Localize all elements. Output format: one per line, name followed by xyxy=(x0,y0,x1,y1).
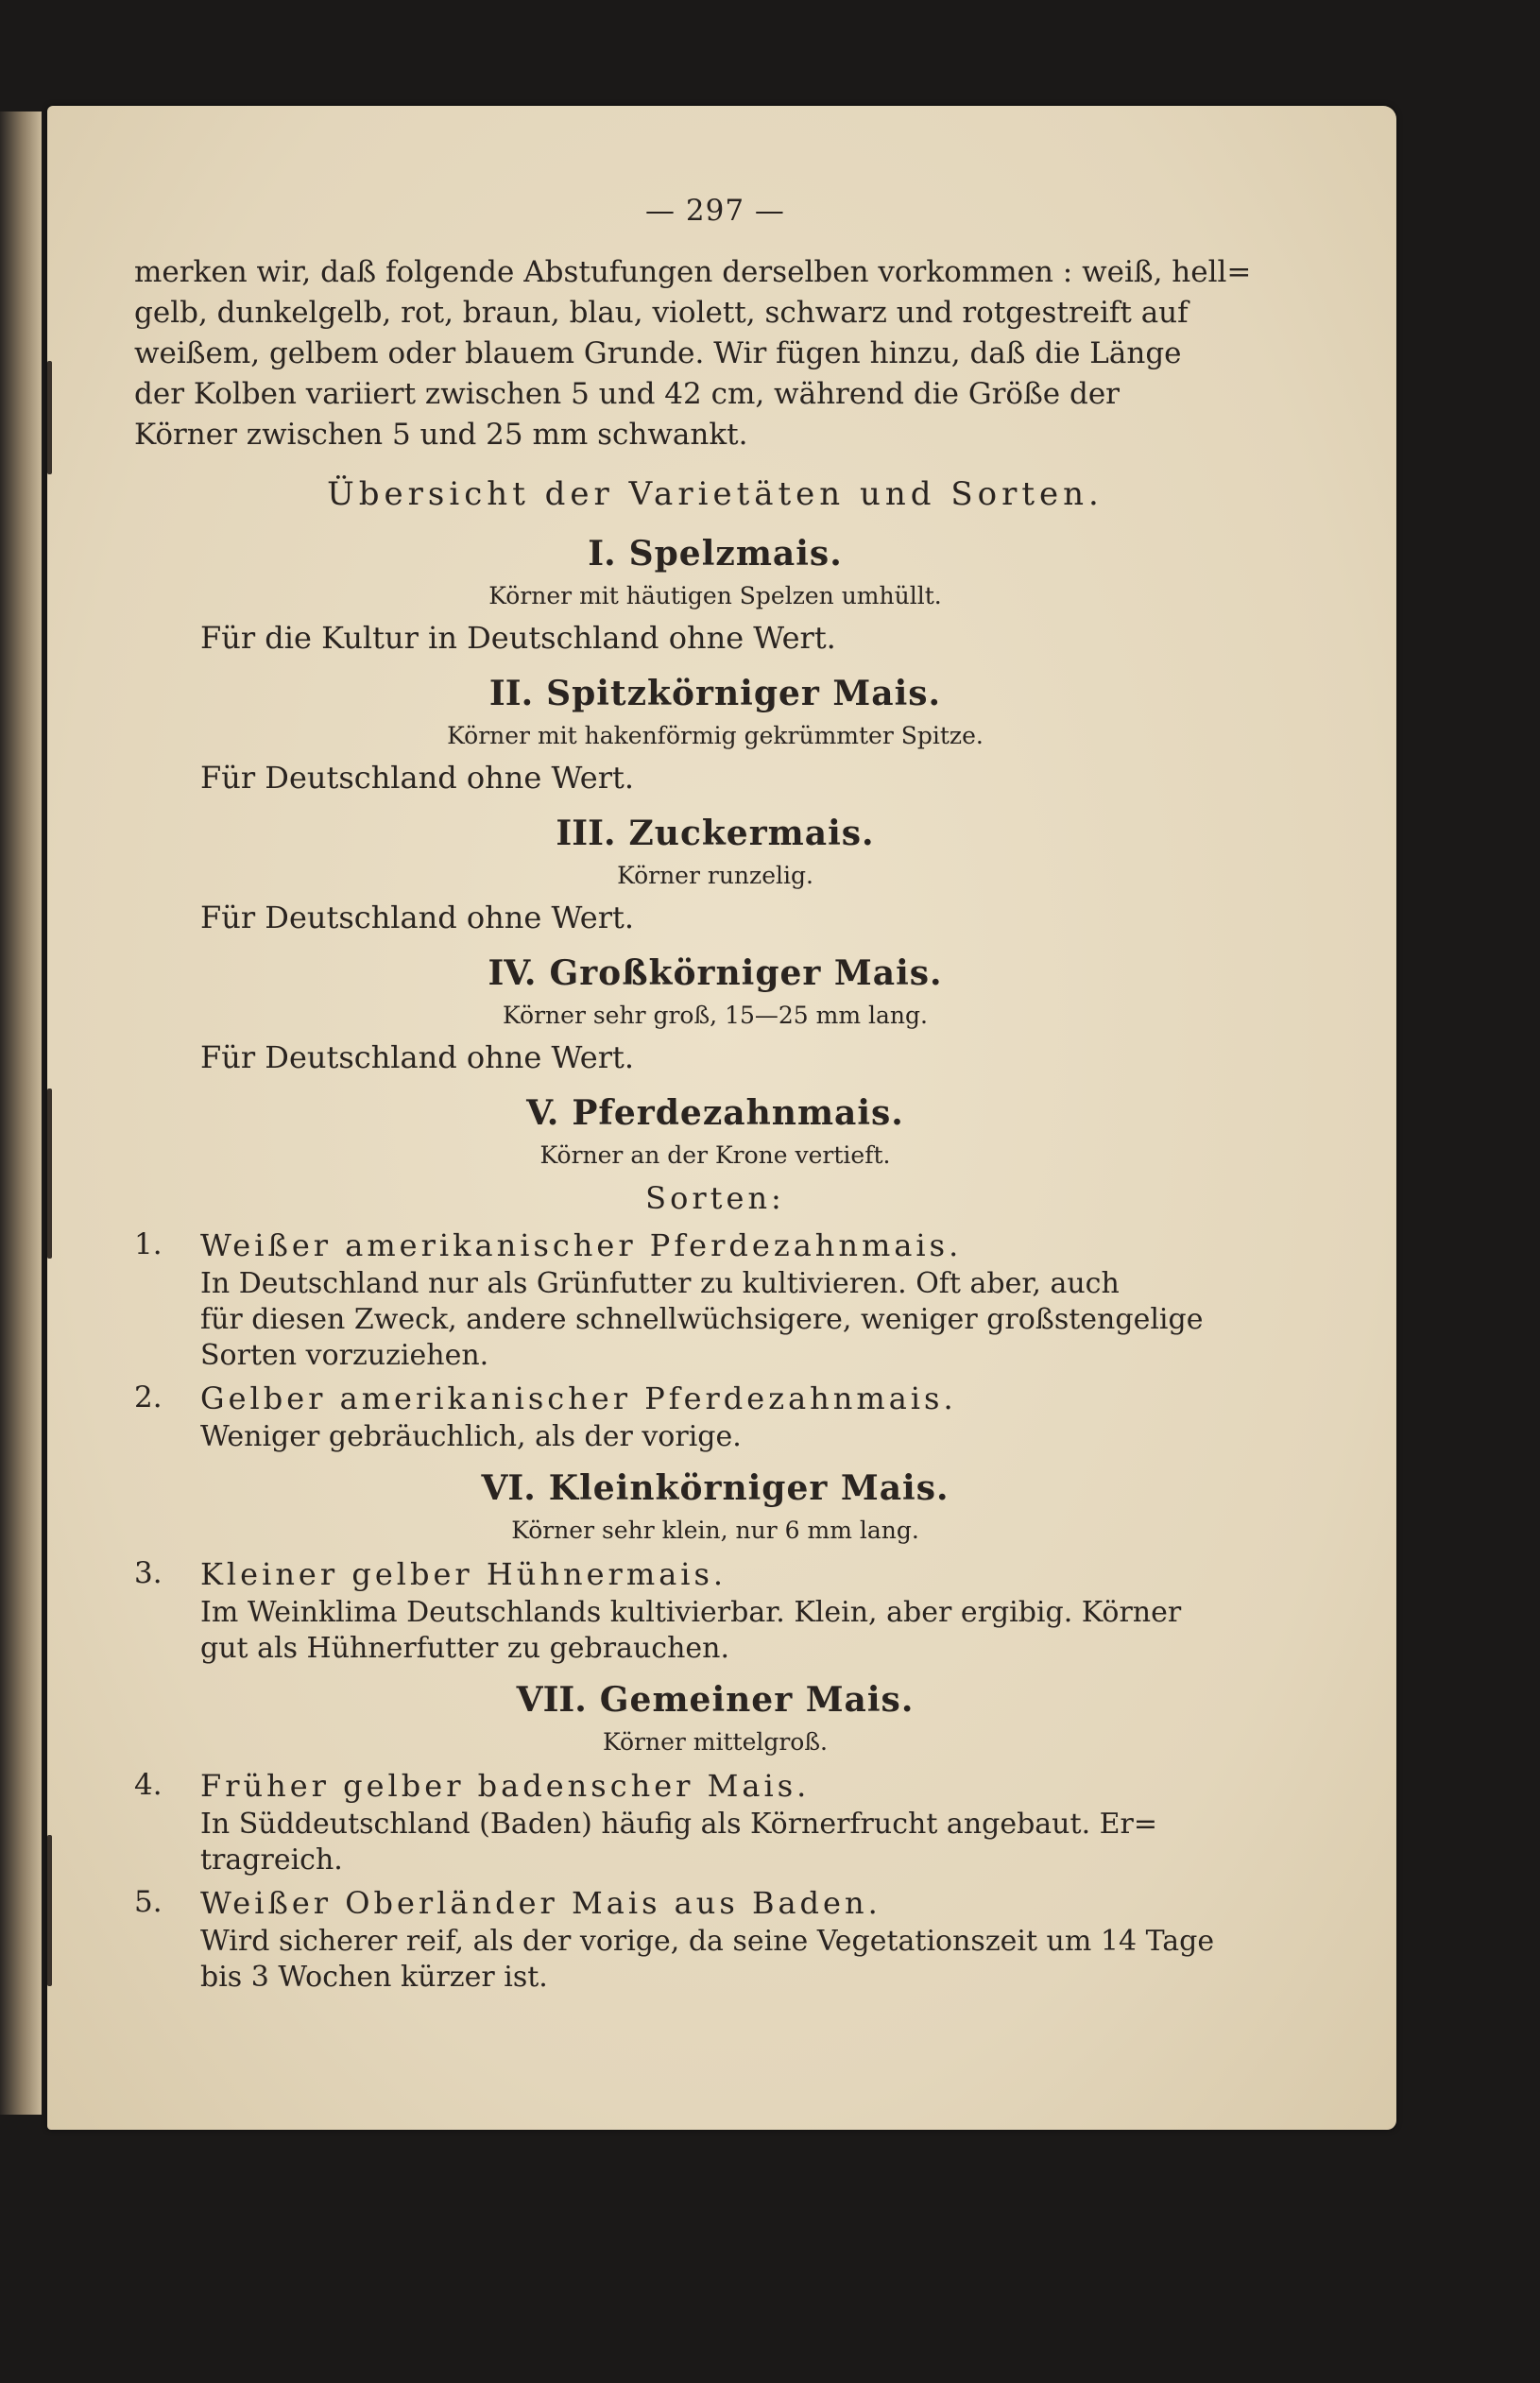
variety-heading xyxy=(134,670,1296,717)
sort-number: 3. xyxy=(134,1556,163,1590)
variety-name: Großkörniger Mais. xyxy=(549,953,943,993)
variety-section xyxy=(134,530,1296,660)
variety-note: Für Deutschland ohne Wert. xyxy=(200,900,635,935)
variety-number: I. xyxy=(588,534,616,574)
variety-heading xyxy=(134,1089,1296,1137)
variety-description: Körner mittelgroß. xyxy=(602,1728,829,1756)
variety-section xyxy=(134,1089,1296,1174)
variety-heading xyxy=(134,810,1296,857)
variety-name: Kleinkörniger Mais. xyxy=(548,1468,950,1508)
sorts-heading: Sorten: xyxy=(645,1180,785,1216)
sort-entry xyxy=(134,1225,1296,1374)
sort-name: Gelber amerikanischer Pferdezahnmais. xyxy=(200,1380,957,1416)
variety-note: Für Deutschland ohne Wert. xyxy=(200,1039,635,1075)
sort-text-line: bis 3 Wochen kürzer ist. xyxy=(200,1961,548,1994)
variety-section xyxy=(134,1465,1296,1550)
sort-text-line: In Deutschland nur als Grünfutter zu kultivieren. Oft aber, auch xyxy=(200,1267,1120,1300)
variety-number: VI. xyxy=(481,1468,536,1508)
variety-name: Gemeiner Mais. xyxy=(599,1680,915,1720)
sort-name: Früher gelber badenscher Mais. xyxy=(200,1768,811,1804)
sort-number: 2. xyxy=(134,1380,163,1414)
variety-number: V. xyxy=(526,1093,559,1133)
variety-section xyxy=(134,670,1296,800)
page-number: — 297 — xyxy=(645,194,785,228)
variety-section xyxy=(134,1676,1296,1761)
variety-section xyxy=(134,950,1296,1080)
sort-name: Weißer Oberländer Mais aus Baden. xyxy=(200,1885,881,1921)
page-edge-mark xyxy=(47,1089,52,1259)
page-edge-mark xyxy=(47,361,52,474)
sort-entry xyxy=(134,1765,1296,1878)
variety-section xyxy=(134,810,1296,940)
variety-description: Körner runzelig. xyxy=(617,862,813,889)
text-line: Körner zwischen 5 und 25 mm schwankt. xyxy=(134,418,748,452)
sort-text-line: gut als Hühnerfutter zu gebrauchen. xyxy=(200,1632,730,1665)
sort-name: Weißer amerikanischer Pferdezahnmais. xyxy=(200,1227,963,1263)
variety-number: II. xyxy=(488,674,534,713)
variety-name: Zuckermais. xyxy=(628,814,875,853)
page-content xyxy=(134,191,1296,1996)
variety-note: Für die Kultur in Deutschland ohne Wert. xyxy=(200,620,836,656)
variety-number: IV. xyxy=(488,953,537,993)
variety-note: Für Deutschland ohne Wert. xyxy=(200,760,635,796)
text-line: weißem, gelbem oder blauem Grunde. Wir fügen hinzu, daß die Länge xyxy=(134,336,1182,370)
overview-heading: Übersicht der Varietäten und Sorten. xyxy=(327,475,1104,513)
variety-description: Körner sehr groß, 15—25 mm lang. xyxy=(503,1002,928,1029)
variety-number: VII. xyxy=(516,1680,587,1720)
text-line: der Kolben variiert zwischen 5 und 42 cm, während die Größe der xyxy=(134,377,1120,411)
text-line: merken wir, daß folgende Abstufungen derselben vorkommen : weiß, hell= xyxy=(134,255,1252,289)
book-page xyxy=(47,106,1396,2130)
variety-description: Körner an der Krone vertieft. xyxy=(539,1141,891,1169)
variety-number: III. xyxy=(556,814,616,853)
variety-description: Körner sehr klein, nur 6 mm lang. xyxy=(511,1517,919,1544)
variety-name: Spitzkörniger Mais. xyxy=(546,674,942,713)
sort-text-line: In Süddeutschland (Baden) häufig als Körnerfrucht angebaut. Er= xyxy=(200,1808,1158,1841)
sort-number: 4. xyxy=(134,1768,163,1802)
sort-text-line: Sorten vorzuziehen. xyxy=(200,1339,489,1372)
sort-number: 5. xyxy=(134,1885,163,1919)
sort-entry xyxy=(134,1378,1296,1455)
page-edge-mark xyxy=(47,1835,52,1986)
variety-heading xyxy=(134,950,1296,997)
sort-text-line: Wird sicherer reif, als der vorige, da seine Vegetationszeit um 14 Tage xyxy=(200,1925,1215,1958)
variety-heading xyxy=(134,1676,1296,1723)
variety-description: Körner mit häutigen Spelzen umhüllt. xyxy=(488,582,942,609)
variety-name: Pferdezahnmais. xyxy=(572,1093,904,1133)
sort-entry xyxy=(134,1553,1296,1667)
adjacent-page-edge xyxy=(0,111,42,2115)
sort-text-line: tragreich. xyxy=(200,1843,343,1877)
sort-name: Kleiner gelber Hühnermais. xyxy=(200,1556,727,1592)
variety-description: Körner mit hakenförmig gekrümmter Spitze. xyxy=(447,722,984,749)
sort-entry xyxy=(134,1882,1296,1996)
intro-paragraph xyxy=(134,252,1296,455)
variety-heading xyxy=(134,530,1296,577)
sort-number: 1. xyxy=(134,1227,163,1261)
variety-name: Spelzmais. xyxy=(628,534,843,574)
sort-text-line: Im Weinklima Deutschlands kultivierbar. Klein, aber ergibig. Körner xyxy=(200,1596,1182,1629)
variety-heading xyxy=(134,1465,1296,1512)
sort-text-line: Weniger gebräuchlich, als der vorige. xyxy=(200,1420,742,1453)
text-line: gelb, dunkelgelb, rot, braun, blau, violett, schwarz und rotgestreift auf xyxy=(134,296,1189,330)
sort-text-line: für diesen Zweck, andere schnellwüchsigere, weniger großstengelige xyxy=(200,1303,1204,1336)
